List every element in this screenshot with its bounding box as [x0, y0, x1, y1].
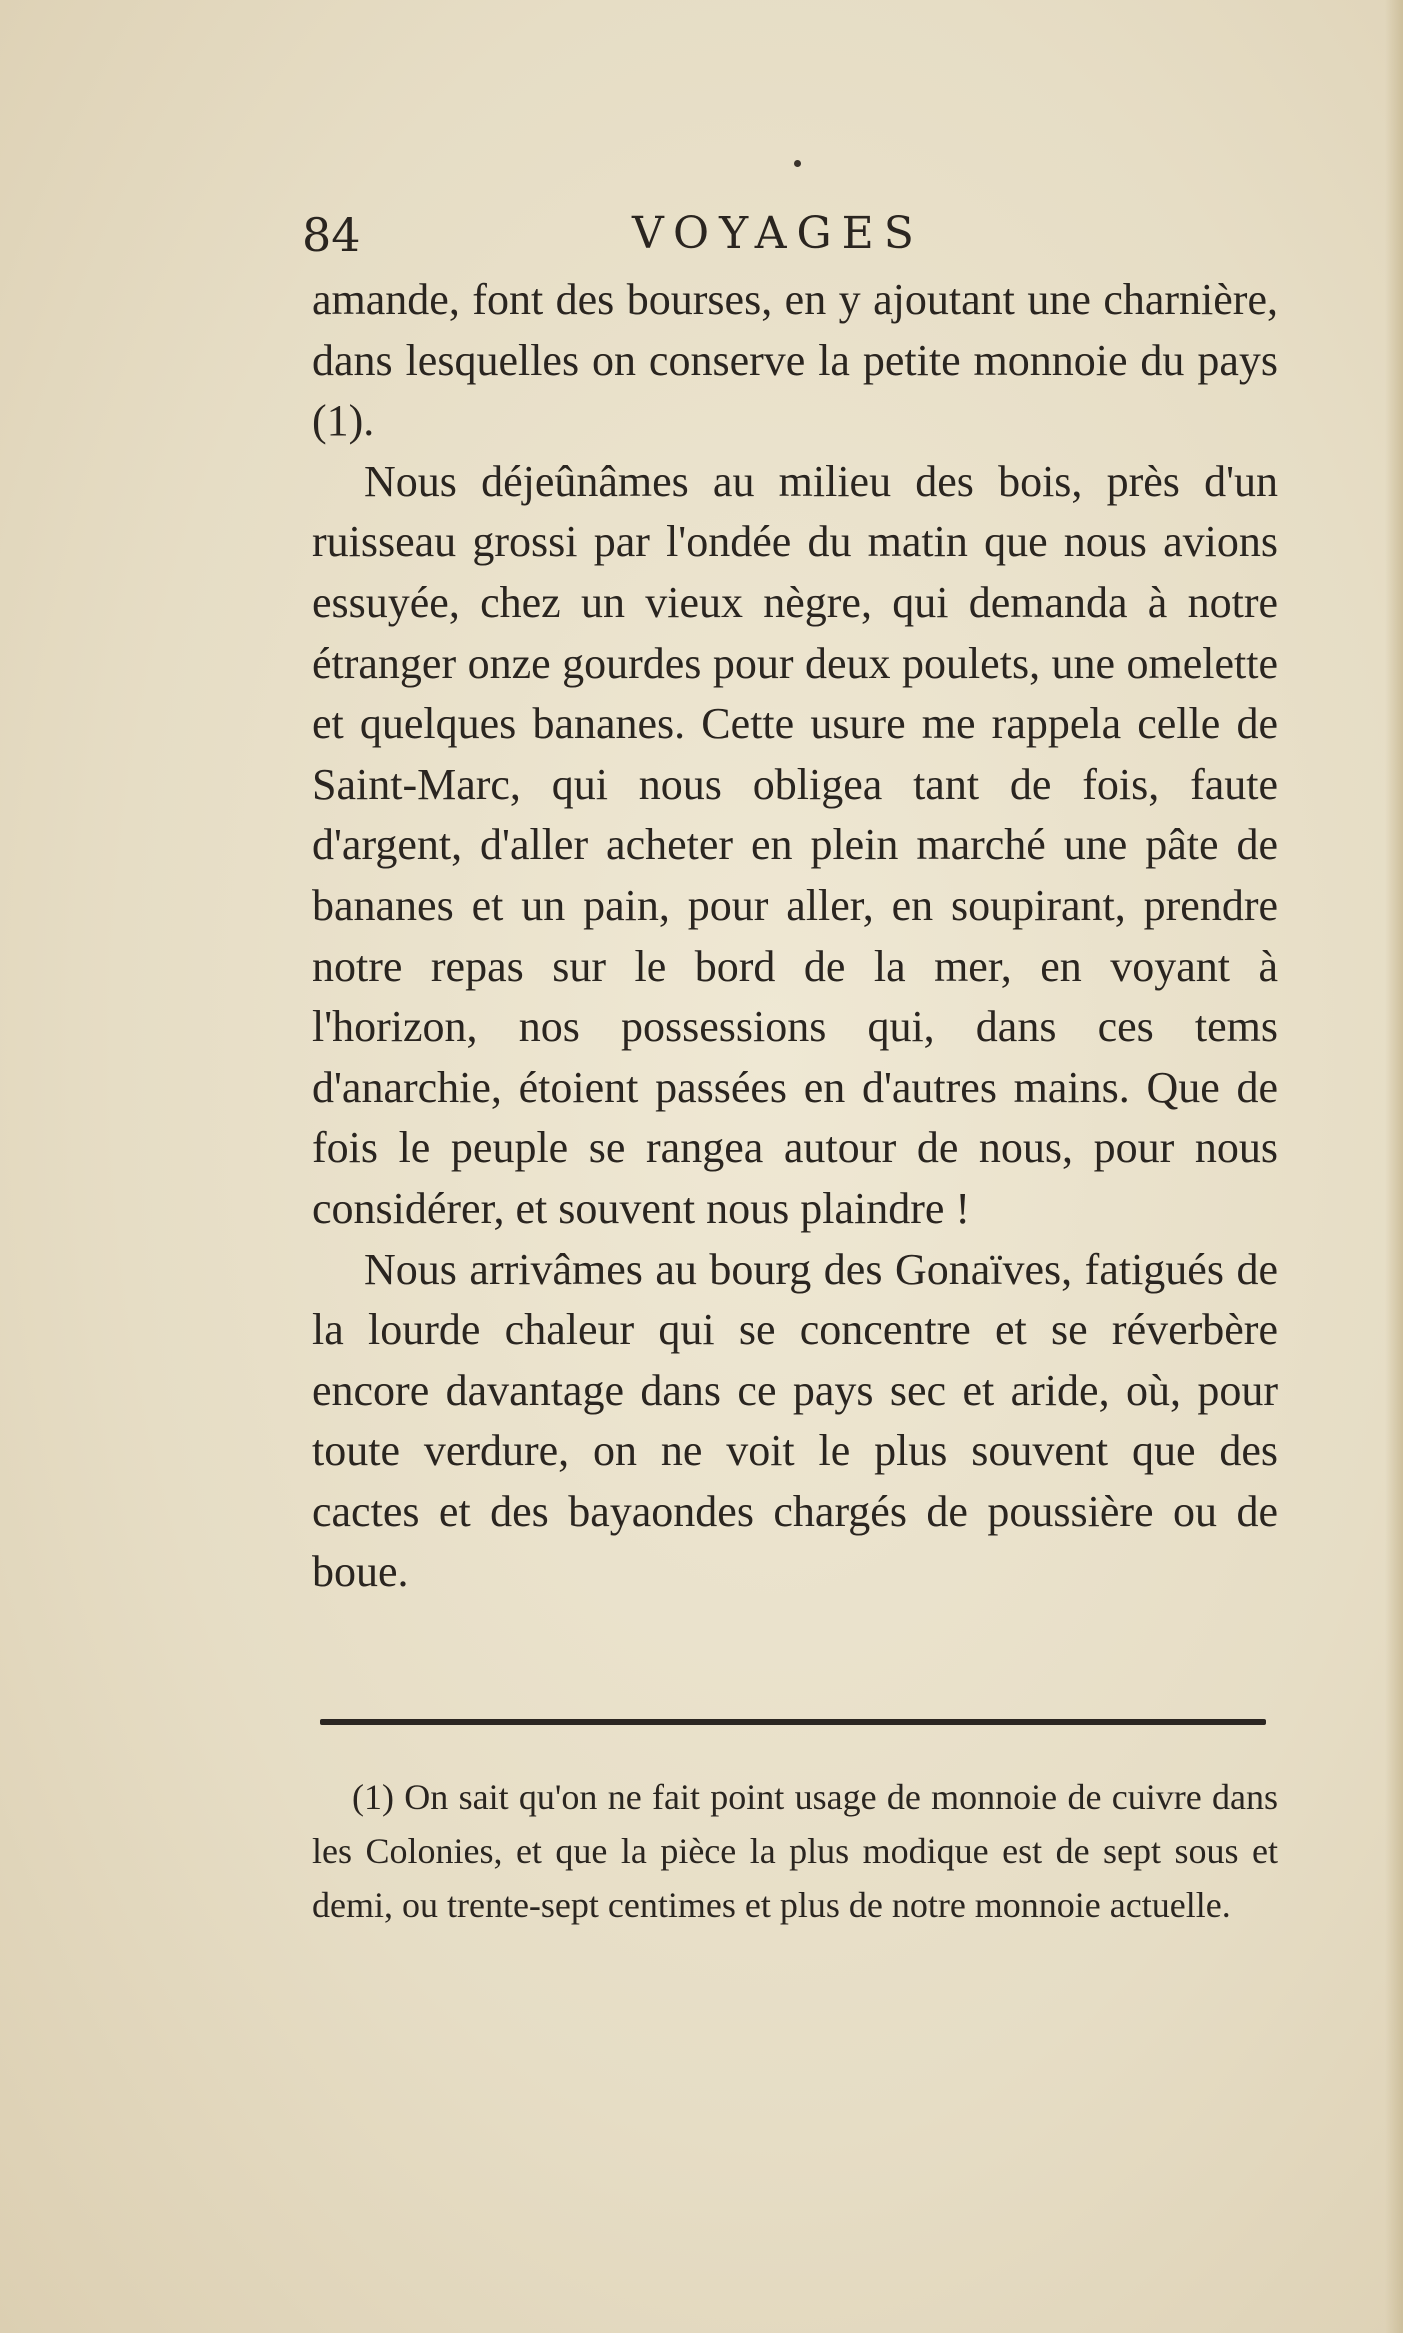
paragraph-gonaives: Nous arrivâmes au bourg des Gonaïves, fatigués de la lourde chaleur qui se concentre et se réverbère encore davantage dans ce pays sec et aride, où, pour toute verdure, on ne voit le plus souvent que des cactes et des bayaondes chargés de poussière ou de boue.: [312, 1244, 1278, 1597]
running-title: VOYAGES: [632, 208, 924, 259]
footnote-rule: [320, 1719, 1266, 1725]
paragraph-continuation: amande, font des bourses, en y ajoutant une charnière, dans lesquelles on conserve la petite monnoie du pays (1).: [312, 275, 1278, 446]
main-text: [312, 270, 1278, 1603]
page-number: 84: [302, 208, 361, 262]
footnote-text: (1) On sait qu'on ne fait point usage de monnoie de cuivre dans les Colonies, et que la pièce la plus modique est de sept sous et demi, ou trente-sept centimes et plus de notre monnoie actuelle.: [312, 1777, 1278, 1925]
page-header: [302, 208, 1274, 278]
footnote: [312, 1770, 1278, 1932]
ink-speck: [794, 160, 801, 167]
paragraph-dejeuner: Nous déjeûnâmes au milieu des bois, près d'un ruisseau grossi par l'ondée du matin que nous avions essuyée, chez un vieux nègre, qui demanda à notre étranger onze gourdes pour deux poulets, une omelette et quelques bananes. Cette usure me rappela celle de Saint-Marc, qui nous obligea tant de fois, faute d'argent, d'aller acheter en plein marché une pâte de bananes et un pain, pour aller, en soupirant, prendre notre repas sur le bord de la mer, en voyant à l'horizon, nos possessions qui, dans ces tems d'anarchie, étoient passées en d'autres mains. Que de fois le peuple se rangea autour de nous, pour nous considérer, et souvent nous plaindre !: [312, 456, 1278, 1233]
